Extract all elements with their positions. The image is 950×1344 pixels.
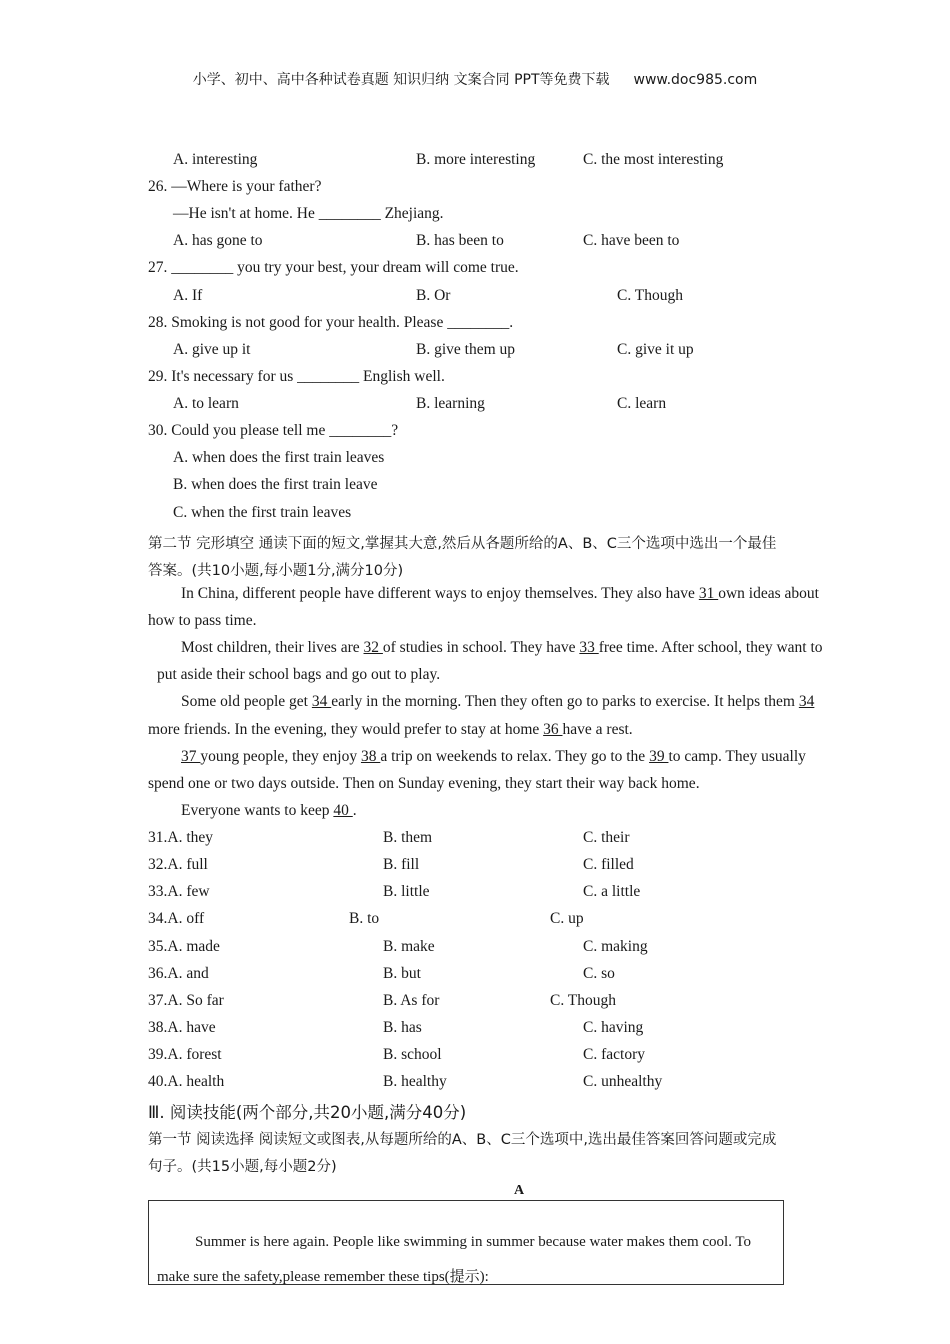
cloze-text: to camp. They usually — [668, 748, 806, 765]
cloze-text: Most children, their lives are — [181, 639, 364, 656]
cloze-38-option-b: B. has — [383, 1019, 422, 1036]
cloze-38-option-a: 38.A. have — [148, 1019, 216, 1036]
blank-40: 40 — [333, 802, 353, 819]
cloze-35-option-c: C. making — [583, 938, 648, 955]
passage-a-box — [148, 1200, 784, 1285]
cloze-36-option-c: C. so — [583, 965, 615, 982]
q25-option-b: B. more interesting — [416, 151, 536, 168]
q29-option-b: B. learning — [416, 395, 485, 412]
cloze-39-option-a: 39.A. forest — [148, 1046, 222, 1063]
cloze-text: Some old people get — [181, 693, 312, 710]
cloze-31-option-c: C. their — [583, 829, 630, 846]
blank-31: 31 — [698, 585, 719, 602]
cloze-text: have a rest. — [562, 721, 633, 738]
cloze-40-option-a: 40.A. health — [148, 1073, 225, 1090]
passage-a-line1: Summer is here again. People like swimming in summer because water makes them cool. To — [195, 1234, 752, 1250]
blank-37: 37 — [181, 748, 201, 765]
q27-stem: 27. ________ you try your best, your dream will come true. — [148, 259, 519, 276]
cloze-33-option-c: C. a little — [583, 883, 641, 900]
q29-option-a: A. to learn — [173, 395, 239, 412]
cloze-40-option-b: B. healthy — [383, 1073, 447, 1090]
part3-instruction-line1: 第一节 阅读选择 阅读短文或图表,从每题所给的A、B、C三个选项中,选出最佳答案回答问题或完成 — [148, 1132, 777, 1148]
cloze-text: . — [352, 802, 357, 819]
blank-38: 38 — [360, 748, 381, 765]
q27-option-a: A. If — [173, 287, 203, 304]
cloze-text: early in the morning. Then they often go to parks to exercise. It helps them — [331, 693, 799, 710]
cloze-text: more friends. In the evening, they would prefer to stay at home — [148, 721, 544, 738]
cloze-34-option-a: 34.A. off — [148, 910, 205, 927]
section2-heading-line2: 答案。(共10小题,每小题1分,满分10分) — [148, 563, 404, 579]
cloze-text: free time. After school, they want to — [598, 639, 823, 656]
cloze-paragraph-3-line-2 — [148, 721, 633, 739]
q28-option-b: B. give them up — [416, 341, 516, 358]
cloze-31-option-a: 31.A. they — [148, 829, 214, 846]
page-header — [0, 69, 950, 89]
cloze-text: young people, they enjoy — [200, 748, 361, 765]
cloze-text: In China, different people have different ways to enjoy themselves. They also have — [181, 585, 699, 602]
cloze-text: a trip on weekends to relax. They go to the — [380, 748, 650, 765]
q30-stem: 30. Could you please tell me ________? — [148, 422, 399, 439]
q25-option-c: C. the most interesting — [583, 151, 724, 168]
q26-option-c: C. have been to — [583, 232, 680, 249]
q26-line2: —He isn't at home. He ________ Zhejiang. — [173, 205, 444, 222]
cloze-paragraph-3-line-1 — [181, 693, 814, 711]
section2-heading-line1: 第二节 完形填空 通读下面的短文,掌握其大意,然后从各题所给的A、B、C三个选项中选出一个最佳 — [148, 536, 777, 552]
cloze-paragraph-1-line-1 — [181, 585, 819, 603]
cloze-text: Everyone wants to keep — [181, 802, 334, 819]
cloze-39-option-b: B. school — [383, 1046, 442, 1063]
cloze-37-option-b: B. As for — [383, 992, 440, 1009]
cloze-paragraph-2-line-2: put aside their school bags and go out to play. — [157, 666, 441, 683]
cloze-paragraph-4-line-2: spend one or two days outside. Then on Sunday evening, they start their way back home. — [148, 775, 700, 792]
part3-title: Ⅲ. 阅读技能(两个部分,共20小题,满分40分) — [148, 1103, 467, 1122]
q27-option-b: B. Or — [416, 287, 451, 304]
cloze-39-option-c: C. factory — [583, 1046, 645, 1063]
cloze-37-option-a: 37.A. So far — [148, 992, 224, 1009]
cloze-36-option-a: 36.A. and — [148, 965, 209, 982]
blank-33: 33 — [579, 639, 599, 656]
q26-stem: 26. —Where is your father? — [148, 178, 322, 195]
q28-option-a: A. give up it — [173, 341, 251, 358]
cloze-32-option-a: 32.A. full — [148, 856, 208, 873]
passage-a-line2: make sure the safety,please remember these tips(提示): — [157, 1269, 489, 1285]
q29-stem: 29. It's necessary for us ________ English well. — [148, 368, 445, 385]
q25-option-a: A. interesting — [173, 151, 258, 168]
cloze-paragraph-2-line-1 — [181, 639, 823, 657]
cloze-32-option-c: C. filled — [583, 856, 634, 873]
cloze-paragraph-4-line-1 — [181, 748, 806, 766]
cloze-text: own ideas about — [718, 585, 819, 602]
cloze-33-option-b: B. little — [383, 883, 430, 900]
cloze-paragraph-5 — [181, 802, 357, 820]
cloze-34-option-b: B. to — [349, 910, 380, 927]
q27-option-c: C. Though — [617, 287, 684, 304]
part3-instruction-line2: 句子。(共15小题,每小题2分) — [148, 1159, 337, 1175]
cloze-37-option-c: C. Though — [550, 992, 617, 1009]
blank-34b: 34 — [798, 693, 815, 710]
header-text: 小学、初中、高中各种试卷真题 知识归纳 文案合同 PPT等免费下载 — [192, 72, 610, 88]
cloze-paragraph-1-line-2: how to pass time. — [148, 612, 257, 629]
blank-36: 36 — [543, 721, 563, 738]
q30-option-a: A. when does the first train leaves — [173, 449, 385, 466]
q30-option-b: B. when does the first train leave — [173, 476, 378, 493]
q28-stem: 28. Smoking is not good for your health. Please ________. — [148, 314, 514, 331]
blank-39: 39 — [649, 748, 669, 765]
cloze-35-option-b: B. make — [383, 938, 435, 955]
passage-label: A — [514, 1183, 525, 1198]
cloze-34-option-c: C. up — [550, 910, 584, 927]
cloze-32-option-b: B. fill — [383, 856, 420, 873]
q28-option-c: C. give it up — [617, 341, 694, 358]
cloze-31-option-b: B. them — [383, 829, 433, 846]
q26-option-a: A. has gone to — [173, 232, 263, 249]
blank-32: 32 — [363, 639, 383, 656]
q29-option-c: C. learn — [617, 395, 667, 412]
cloze-38-option-c: C. having — [583, 1019, 644, 1036]
header-url[interactable]: www.doc985.com — [633, 72, 758, 88]
q26-option-b: B. has been to — [416, 232, 504, 249]
cloze-text: of studies in school. They have — [382, 639, 580, 656]
cloze-35-option-a: 35.A. made — [148, 938, 220, 955]
blank-34a: 34 — [311, 693, 332, 710]
q30-option-c: C. when the first train leaves — [173, 504, 352, 521]
cloze-40-option-c: C. unhealthy — [583, 1073, 663, 1090]
cloze-33-option-a: 33.A. few — [148, 883, 210, 900]
cloze-36-option-b: B. but — [383, 965, 421, 982]
